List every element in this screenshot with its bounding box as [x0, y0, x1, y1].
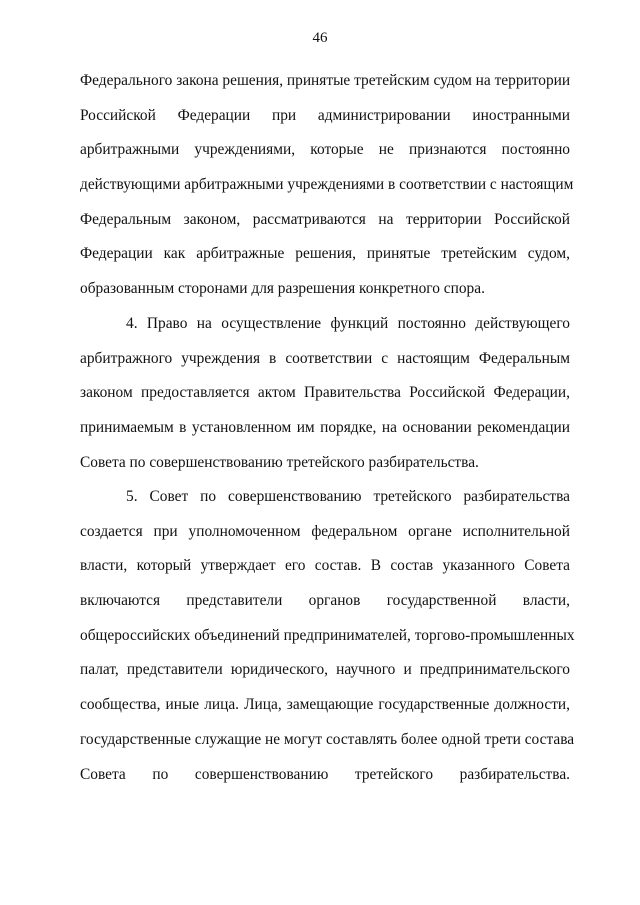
text-line: государственные служащие не могут составлять более одной трети состава: [80, 730, 575, 748]
text-line: сообщества, иные лица. Лица, замещающие государственные должности,: [80, 696, 570, 714]
text-line: арбитражными учреждениями, которые не признаются постоянно: [80, 141, 570, 159]
paragraph-continuation: [80, 64, 574, 307]
text-line: власти, который утверждает его состав. В состав указанного Совета: [80, 557, 570, 575]
text-line: 5. Совет по совершенствованию третейского разбирательства: [126, 488, 570, 505]
text-line: создается при уполномоченном федеральном органе исполнительной: [80, 522, 570, 540]
text-line: образованным сторонами для разрешения конкретного спора.: [80, 280, 485, 298]
text-line: палат, представители юридического, научного и предпринимательского: [80, 661, 570, 679]
text-line: действующими арбитражными учреждениями в соответствии с настоящим: [80, 176, 574, 194]
text-line: 4. Право на осуществление функций постоянно действующего: [126, 315, 570, 332]
text-line: Совета по совершенствованию третейского разбирательства.: [80, 765, 570, 783]
text-line: включаются представители органов государственной власти,: [80, 592, 570, 610]
text-line: Федеральным законом, рассматриваются на территории Российской: [80, 210, 570, 228]
text-line: общероссийских объединений предпринимателей, торгово-промышленных: [80, 626, 575, 644]
text-line: Федерации как арбитражные решения, принятые третейским судом,: [80, 245, 570, 263]
text-line: Федерального закона решения, принятые третейским судом на территории: [80, 72, 571, 89]
text-line: принимаемым в установленном им порядке, на основании рекомендации: [80, 419, 570, 437]
text-line: Российской Федерации при администрировании иностранными: [80, 106, 570, 124]
text-line: Совета по совершенствованию третейского разбирательства.: [80, 453, 479, 471]
text-line: арбитражного учреждения в соответствии с настоящим Федеральным: [80, 349, 570, 367]
paragraph-4: [80, 307, 570, 480]
paragraph-5: [80, 480, 575, 792]
page-number: 46: [312, 30, 328, 46]
text-line: законом предоставляется актом Правительства Российской Федерации,: [80, 384, 570, 402]
